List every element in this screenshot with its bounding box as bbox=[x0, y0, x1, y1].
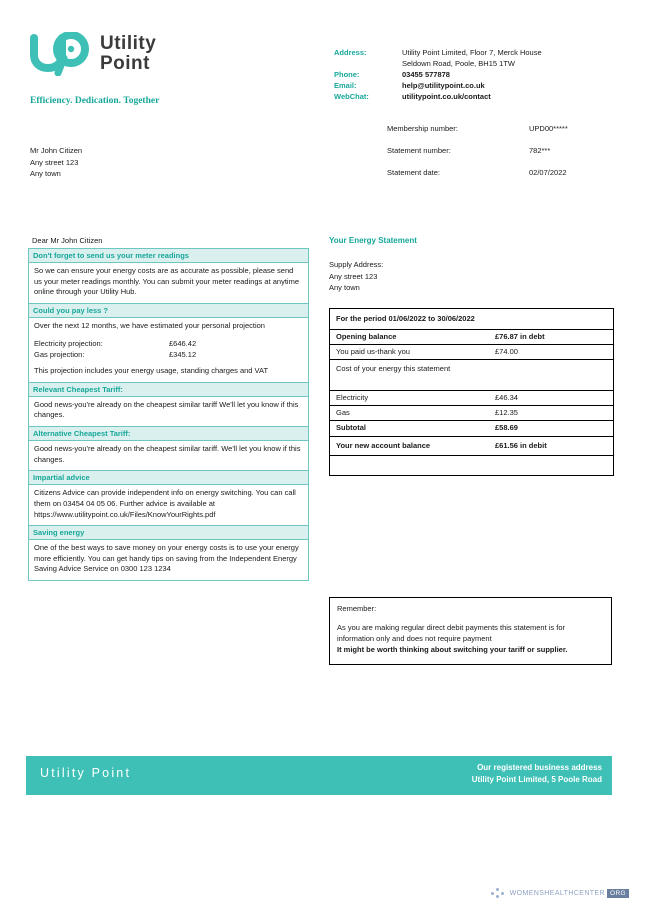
section-meter-readings bbox=[28, 248, 309, 303]
supply-address-block bbox=[329, 259, 614, 294]
electricity-label: Electricity bbox=[336, 393, 369, 403]
remember-title: Remember: bbox=[337, 604, 377, 613]
energy-statement-title: Your Energy Statement bbox=[329, 236, 417, 245]
new-balance-label: Your new account balance bbox=[336, 440, 431, 450]
watermark bbox=[491, 888, 629, 898]
membership-number-label: Membership number: bbox=[387, 124, 458, 133]
meta-row-statement-date bbox=[387, 168, 617, 177]
relevant-tariff-body: Good news-you're already on the cheapest similar tariff We'll let you know if this changes. bbox=[34, 399, 299, 420]
supply-address-line1: Any street 123 bbox=[329, 271, 378, 281]
subtotal-label: Subtotal bbox=[336, 423, 366, 433]
new-balance-row bbox=[330, 437, 613, 455]
brand-logo bbox=[28, 32, 156, 76]
gas-row bbox=[330, 406, 613, 420]
remember-bold-note: It might be worth thinking about switching your tariff or supplier. bbox=[337, 644, 568, 654]
impartial-advice-title: Impartial advice bbox=[29, 471, 308, 485]
phone-label: Phone: bbox=[334, 69, 360, 79]
projection-note: This projection includes your energy usage, standing charges and VAT bbox=[34, 366, 269, 376]
paid-us-row bbox=[330, 345, 613, 359]
statement-number-label: Statement number: bbox=[387, 146, 451, 155]
gas-value: £12.35 bbox=[495, 408, 518, 418]
contact-row-email bbox=[334, 81, 624, 92]
contact-row-address-2 bbox=[334, 59, 624, 70]
watermark-dots-icon bbox=[491, 888, 507, 898]
statement-period: For the period 01/06/2022 to 30/06/2022 bbox=[336, 313, 475, 323]
brand-wordmark-line1: Utility bbox=[100, 33, 157, 55]
customer-address-block bbox=[30, 145, 82, 180]
section-relevant-cheapest-tariff bbox=[28, 382, 309, 426]
electricity-row bbox=[330, 391, 613, 405]
footer-line-1: Our registered business address bbox=[477, 763, 602, 772]
meta-row-membership bbox=[387, 124, 617, 133]
email-value[interactable]: help@utilitypoint.co.uk bbox=[402, 80, 485, 90]
paid-us-value: £74.00 bbox=[495, 347, 518, 356]
email-label: Email: bbox=[334, 80, 357, 90]
company-contact-block bbox=[334, 48, 624, 102]
relevant-tariff-title: Relevant Cheapest Tariff: bbox=[29, 383, 308, 397]
electricity-value: £46.34 bbox=[495, 393, 518, 403]
statement-number-value: 782*** bbox=[529, 146, 551, 155]
webchat-value[interactable]: utilitypoint.co.uk/contact bbox=[402, 91, 491, 101]
brand-tagline: Efficiency. Dedication. Together bbox=[30, 96, 160, 106]
address-line-1: Utility Point Limited, Floor 7, Merck House bbox=[402, 48, 542, 57]
statement-date-label: Statement date: bbox=[387, 168, 440, 177]
subtotal-row bbox=[330, 421, 613, 435]
footer-line-2: Utility Point Limited, 5 Poole Road bbox=[471, 775, 602, 784]
footer-logo: Utility Point bbox=[40, 766, 132, 780]
subtotal-value: £58.69 bbox=[495, 423, 518, 433]
saving-energy-body: One of the best ways to save money on your energy costs is to use your energy more efficiently. You can get handy tips on saving from the Independent Energy Saving Advice Service on 0300 123 1234 bbox=[34, 543, 299, 574]
statement-meta-block bbox=[387, 124, 617, 190]
footer-band bbox=[26, 756, 612, 795]
membership-number-value: UPD00***** bbox=[529, 124, 568, 133]
address-label: Address: bbox=[334, 48, 367, 57]
paid-us-label: You paid us-thank you bbox=[336, 347, 410, 356]
cost-of-energy-value bbox=[495, 364, 607, 386]
cost-of-energy-label: Cost of your energy this statement bbox=[336, 364, 451, 374]
meta-row-statement-number bbox=[387, 146, 617, 155]
contact-row-phone bbox=[334, 70, 624, 81]
supply-address-line2: Any town bbox=[329, 283, 360, 293]
electricity-projection-label: Electricity projection: bbox=[34, 338, 103, 348]
meter-readings-body: So we can ensure your energy costs are as accurate as possible, please send us your meter readings monthly. You can submit your meter readings at anytime online through your Utility Hub. bbox=[34, 266, 299, 297]
address-line-2: Seldown Road, Poole, BH15 1TW bbox=[402, 58, 515, 68]
new-balance-value: £61.56 in debit bbox=[495, 440, 547, 450]
opening-balance-label: Opening balance bbox=[336, 331, 397, 341]
pay-less-intro: Over the next 12 months, we have estimated your personal projection bbox=[34, 320, 265, 330]
utility-point-logo-icon bbox=[28, 32, 90, 76]
electricity-projection-row bbox=[34, 338, 303, 349]
saving-energy-title: Saving energy bbox=[29, 526, 308, 540]
phone-value: 03455 577878 bbox=[402, 69, 450, 79]
statement-date-value: 02/07/2022 bbox=[529, 168, 567, 177]
remember-box bbox=[329, 597, 612, 665]
supply-address-label: Supply Address: bbox=[329, 260, 384, 269]
remember-body: As you are making regular direct debit payments this statement is for information only and does not require payment bbox=[337, 622, 566, 643]
watermark-badge: ORG bbox=[607, 889, 629, 898]
gas-label: Gas bbox=[336, 408, 350, 418]
alternative-tariff-title: Alternative Cheapest Tariff: bbox=[29, 427, 308, 441]
section-saving-energy bbox=[28, 525, 309, 581]
gas-projection-value: £345.12 bbox=[169, 349, 197, 359]
address-label-spacer bbox=[334, 59, 402, 70]
gas-projection-label: Gas projection: bbox=[34, 349, 85, 359]
customer-street: Any street 123 bbox=[30, 157, 79, 167]
salutation: Dear Mr John Citizen bbox=[32, 236, 103, 245]
brand-wordmark-line2: Point bbox=[100, 53, 150, 74]
customer-town: Any town bbox=[30, 169, 61, 179]
electricity-projection-value: £646.42 bbox=[169, 338, 197, 348]
pay-less-body bbox=[29, 318, 308, 382]
section-alternative-cheapest-tariff bbox=[28, 426, 309, 470]
pay-less-title: Could you pay less ? bbox=[29, 304, 308, 318]
right-statement-column bbox=[329, 236, 614, 476]
gas-projection-row bbox=[34, 349, 303, 360]
opening-balance-row bbox=[330, 330, 613, 344]
customer-name: Mr John Citizen bbox=[30, 146, 83, 155]
footer-registered-address bbox=[472, 762, 602, 786]
contact-row-webchat bbox=[334, 92, 624, 103]
brand-wordmark bbox=[100, 34, 156, 74]
meter-readings-title: Don't forget to send us your meter readings bbox=[29, 249, 308, 263]
statement-summary-box bbox=[329, 308, 614, 476]
contact-row-address bbox=[334, 48, 624, 59]
statement-blank-row bbox=[330, 456, 613, 475]
webchat-label: WebChat: bbox=[334, 91, 369, 101]
impartial-advice-body: Citizens Advice can provide independent info on energy switching. You can call them on 03454 04 05 06. Further advice is available at https://www.utilitypoint.co.uk/Files/KnowYourRights.pdf bbox=[34, 488, 296, 519]
cost-of-energy-row bbox=[330, 360, 613, 390]
section-impartial-advice bbox=[28, 470, 309, 525]
section-could-you-pay-less bbox=[28, 303, 309, 382]
opening-balance-value: £76.87 in debt bbox=[495, 331, 545, 341]
watermark-text: WOMENSHEALTHCENTER bbox=[509, 889, 605, 897]
alternative-tariff-body: Good news-you're already on the cheapest similar tariff. We'll let you know if this changes. bbox=[34, 443, 301, 464]
left-information-column bbox=[28, 236, 309, 581]
